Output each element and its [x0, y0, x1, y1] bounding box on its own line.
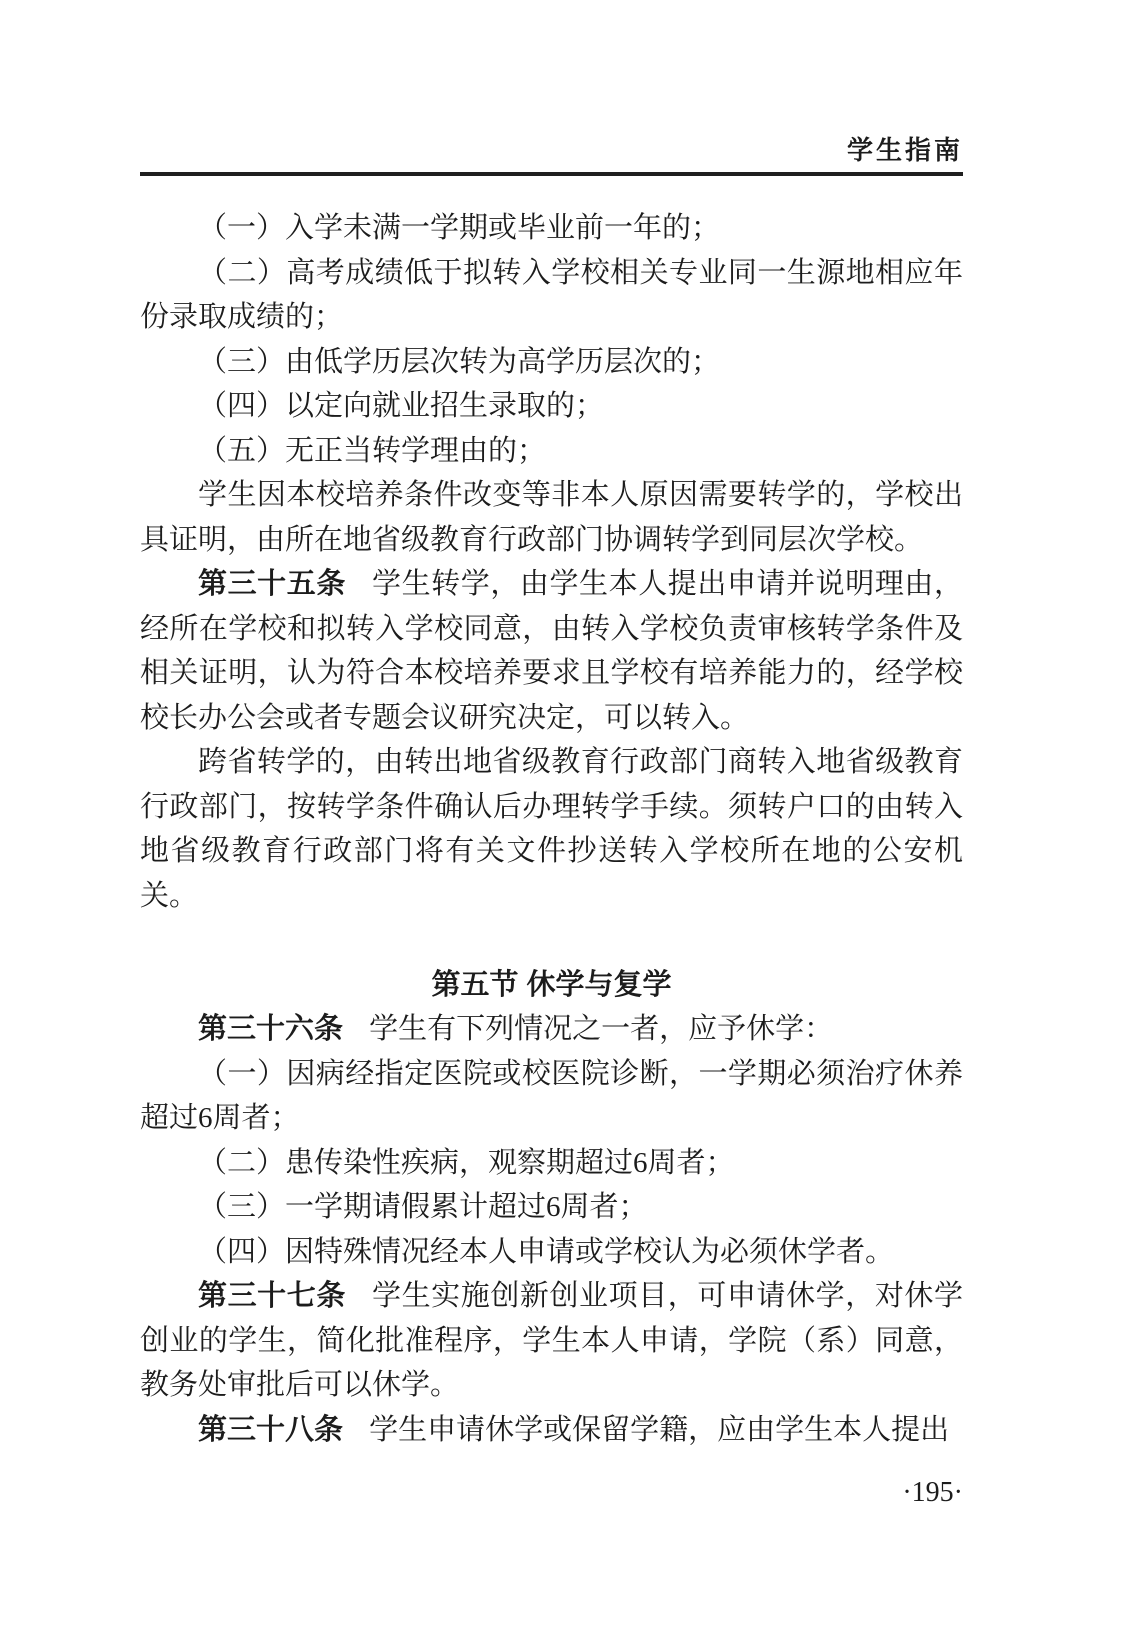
paragraph — [140, 562, 963, 740]
paragraph — [140, 1274, 963, 1408]
page-number: ·195· — [902, 1477, 963, 1508]
article-number: 第三十五条 — [198, 568, 346, 600]
paragraph: （五）无正当转学理由的； — [198, 434, 547, 467]
paragraph — [140, 1408, 963, 1453]
paragraph — [140, 1007, 963, 1052]
paragraph-text: 学生转学，由学生本人提出申请并说明理由，经所在学校和拟转入学校同意，由转入学校负责审核转学条件及相关证明，认为符合本校培养要求且学校有培养能力的，经学校校长办公会或者专题会议研究决定，可以转入。 — [140, 568, 963, 734]
paragraph: （一）因病经指定医院或校医院诊断，一学期必须治疗休养超过6周者； — [140, 1057, 963, 1134]
paragraph: （一）入学未满一学期或毕业前一年的； — [198, 212, 721, 244]
article-number: 第三十八条 — [198, 1413, 344, 1446]
paragraph: （四）因特殊情况经本人申请或学校认为必须休学者。 — [198, 1235, 895, 1268]
paragraph: 跨省转学的，由转出地省级教育行政部门商转入地省级教育行政部门，按转学条件确认后办理转学手续。须转户口的由转入地省级教育行政部门将有关文件抄送转入学校所在地的公安机关。 — [140, 746, 963, 912]
header-rule — [140, 172, 963, 176]
paragraph-text: 学生有下列情况之一者，应予休学： — [369, 1013, 834, 1045]
section-heading: 第五节 休学与复学 — [431, 968, 672, 1001]
page-footer — [140, 1476, 963, 1510]
paragraph-text: 学生申请休学或保留学籍，应由学生本人提出 — [369, 1413, 950, 1446]
paragraph: （二）高考成绩低于拟转入学校相关专业同一生源地相应年份录取成绩的； — [140, 256, 963, 333]
paragraph-text: 学生实施创新创业项目，可申请休学，对休学创业的学生，简化批准程序，学生本人申请，学院（系）同意，教务处审批后可以休学。 — [140, 1280, 963, 1401]
page-body-text — [140, 206, 963, 1452]
page-header — [140, 134, 963, 176]
paragraph: （四）以定向就业招生录取的； — [198, 390, 605, 422]
article-number: 第三十七条 — [198, 1280, 346, 1312]
paragraph: （三）由低学历层次转为高学历层次的； — [198, 345, 721, 378]
paragraph: 学生因本校培养条件改变等非本人原因需要转学的，学校出具证明，由所在地省级教育行政部门协调转学到同层次学校。 — [140, 479, 963, 556]
running-head-title: 学生指南 — [846, 135, 963, 165]
article-number: 第三十六条 — [198, 1013, 344, 1045]
paragraph: （二）患传染性疾病，观察期超过6周者； — [198, 1146, 735, 1179]
paragraph: （三）一学期请假累计超过6周者； — [198, 1191, 648, 1223]
